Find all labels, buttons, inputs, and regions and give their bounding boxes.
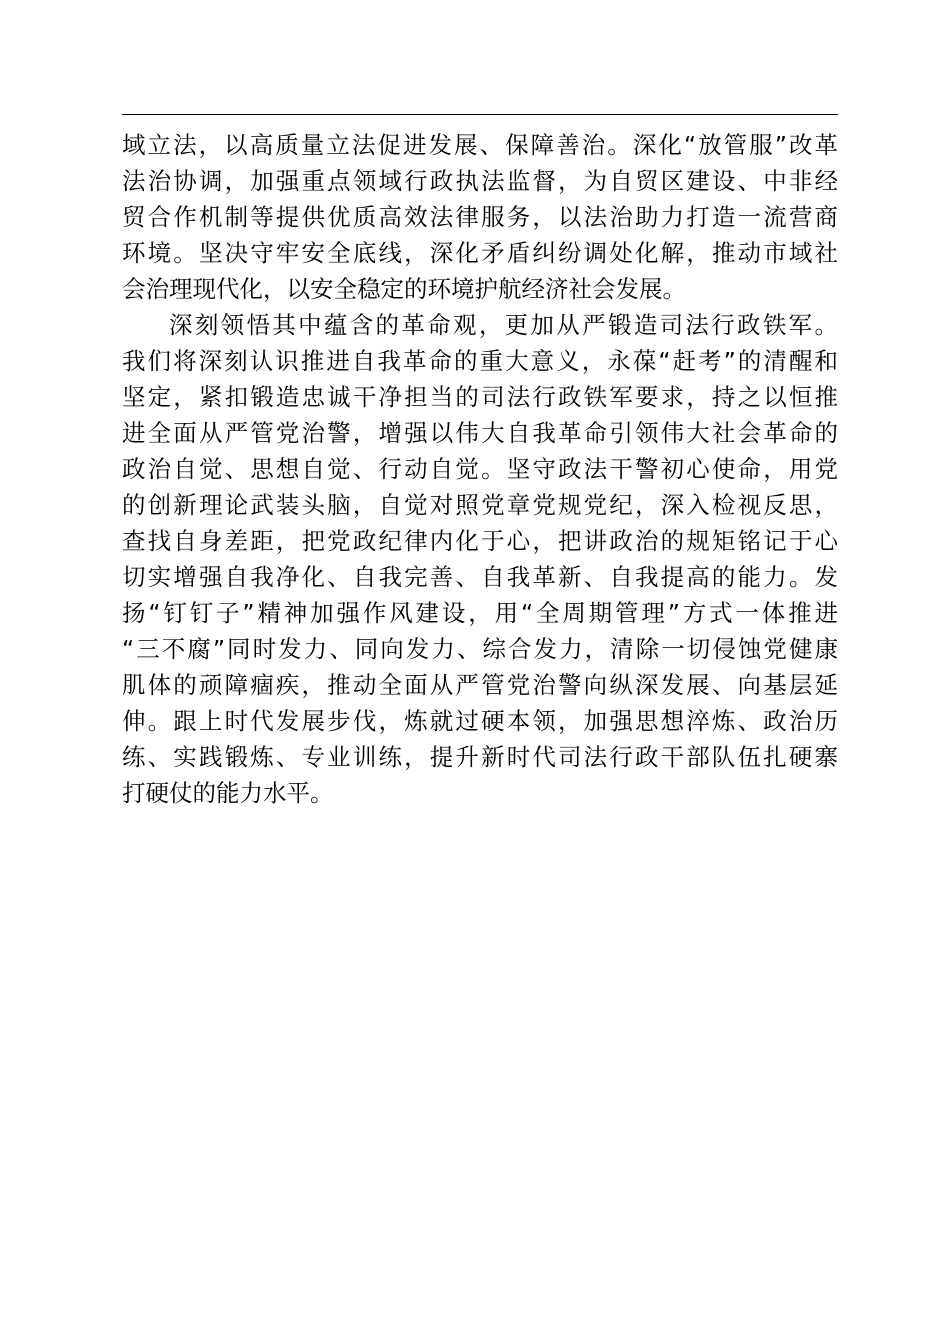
text-line: 坚定，紧扣锻造忠诚干净担当的司法行政铁军要求，持之以恒推 [122, 383, 838, 411]
text-line: 进全面从严管党治警，增强以伟大自我革命引领伟大社会革命的 [122, 419, 838, 447]
body-text [122, 127, 838, 811]
header-rule [122, 114, 838, 115]
text-line: 切实增强自我净化、自我完善、自我革新、自我提高的能力。发 [122, 563, 838, 591]
text-line: 域立法，以高质量立法促进发展、保障善治。深化“放管服”改革 [122, 131, 838, 159]
paragraph [122, 127, 838, 307]
text-line: 练、实践锻炼、专业训练，提升新时代司法行政干部队伍扎硬寨 [122, 743, 838, 771]
text-line: 的创新理论武装头脑，自觉对照党章党规党纪，深入检视反思， [122, 491, 838, 519]
text-line: 打硬仗的能力水平。 [122, 779, 334, 807]
text-line: 我们将深刻认识推进自我革命的重大意义，永葆“赶考”的清醒和 [122, 347, 838, 375]
text-line: 环境。坚决守牢安全底线，深化矛盾纠纷调处化解，推动市域社 [122, 239, 838, 267]
text-line: 查找自身差距，把党政纪律内化于心，把讲政治的规矩铭记于心 [122, 527, 838, 555]
text-line: 贸合作机制等提供优质高效法律服务，以法治助力打造一流营商 [122, 203, 838, 231]
text-line: 深刻领悟其中蕴含的革命观，更加从严锻造司法行政铁军。 [169, 311, 838, 339]
text-line: 伸。跟上时代发展步伐，炼就过硬本领，加强思想淬炼、政治历 [122, 707, 838, 735]
text-line: 扬“钉钉子”精神加强作风建设，用“全周期管理”方式一体推进 [122, 599, 838, 627]
text-line: “三不腐”同时发力、同向发力、综合发力，清除一切侵蚀党健康 [122, 635, 838, 663]
text-line: 法治协调，加强重点领域行政执法监督，为自贸区建设、中非经 [122, 167, 838, 195]
paragraph [122, 307, 838, 811]
text-line: 政治自觉、思想自觉、行动自觉。坚守政法干警初心使命，用党 [122, 455, 838, 483]
text-line: 肌体的顽障痼疾，推动全面从严管党治警向纵深发展、向基层延 [122, 671, 838, 699]
text-line: 会治理现代化，以安全稳定的环境护航经济社会发展。 [122, 275, 686, 303]
